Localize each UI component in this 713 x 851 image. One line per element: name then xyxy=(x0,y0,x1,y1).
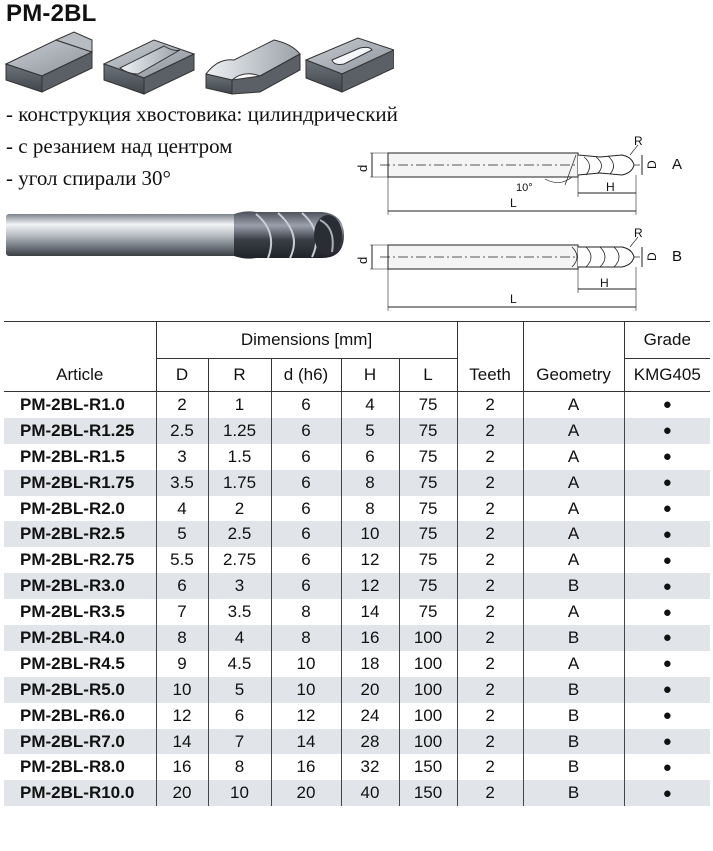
header-geometry: Geometry xyxy=(523,322,624,392)
feature-item: - угол спирали 30° xyxy=(6,166,171,190)
L-cell: 150 xyxy=(399,780,457,806)
geometry-cell: B xyxy=(523,729,624,755)
article-cell: PM-2BL-R10.0 xyxy=(4,780,156,806)
d-cell: 20 xyxy=(271,780,341,806)
grade-cell: ● xyxy=(624,703,710,729)
L-cell: 75 xyxy=(399,521,457,547)
article-cell: PM-2BL-R3.5 xyxy=(20,602,125,622)
H-cell: 4 xyxy=(341,392,399,418)
article-cell: PM-2BL-R1.75 xyxy=(4,470,156,496)
header-L: L xyxy=(399,359,457,392)
R-cell: 2 xyxy=(208,496,271,522)
H-cell: 16 xyxy=(341,625,399,651)
R-cell: 3.5 xyxy=(208,599,271,625)
header-grade: Grade xyxy=(624,322,710,359)
article-cell: PM-2BL-R7.0 xyxy=(4,729,156,755)
header-dimensions: Dimensions [mm] xyxy=(156,322,457,359)
D-cell: 9 xyxy=(156,651,208,677)
teeth-cell: 2 xyxy=(457,573,523,599)
d-cell: 14 xyxy=(271,729,341,755)
R-cell: 3 xyxy=(208,573,271,599)
dim-L-label-b: L xyxy=(510,292,517,306)
grade-cell: ● xyxy=(624,470,710,496)
R-cell: 1 xyxy=(208,392,271,418)
teeth-cell: 2 xyxy=(457,651,523,677)
table-row xyxy=(4,547,710,573)
H-cell: 12 xyxy=(341,547,399,573)
D-cell: 2.5 xyxy=(156,418,208,444)
header-teeth: Teeth xyxy=(457,322,523,392)
L-cell: 75 xyxy=(399,444,457,470)
article-cell: PM-2BL-R4.0 xyxy=(4,625,156,651)
slot-milling-icon xyxy=(104,40,194,94)
R-cell: 2.5 xyxy=(208,521,271,547)
teeth-cell: 2 xyxy=(457,599,523,625)
dim-d-label-b: d xyxy=(355,256,370,264)
article-cell: PM-2BL-R2.75 xyxy=(20,550,135,570)
L-cell: 75 xyxy=(399,392,457,418)
L-cell: 150 xyxy=(399,754,457,780)
R-cell: 4 xyxy=(208,625,271,651)
D-cell: 10 xyxy=(156,677,208,703)
header-grade-name: KMG405 xyxy=(624,359,710,392)
H-cell: 14 xyxy=(341,599,399,625)
D-cell: 5 xyxy=(156,521,208,547)
L-cell: 75 xyxy=(399,573,457,599)
D-cell: 16 xyxy=(156,754,208,780)
d-cell: 16 xyxy=(271,754,341,780)
dim-d-label-a: d xyxy=(355,164,370,172)
R-cell: 7 xyxy=(208,729,271,755)
geometry-cell: B xyxy=(523,703,624,729)
grade-cell: ● xyxy=(624,496,710,522)
article-cell: PM-2BL-R4.5 xyxy=(20,653,125,673)
grade-cell: ● xyxy=(624,754,710,780)
L-cell: 100 xyxy=(399,677,457,703)
L-cell: 100 xyxy=(399,651,457,677)
H-cell: 40 xyxy=(341,780,399,806)
article-cell: PM-2BL-R1.0 xyxy=(20,394,125,414)
R-cell: 2.75 xyxy=(208,547,271,573)
table-row xyxy=(4,703,710,729)
grade-cell: ● xyxy=(624,599,710,625)
H-cell: 20 xyxy=(341,677,399,703)
article-cell: PM-2BL-R2.5 xyxy=(4,521,156,547)
d-cell: 8 xyxy=(271,599,341,625)
header-D: D xyxy=(156,359,208,392)
pocket-milling-icon xyxy=(306,38,394,92)
d-cell: 6 xyxy=(271,418,341,444)
article-cell: PM-2BL-R2.0 xyxy=(20,498,125,518)
header-H: H xyxy=(341,359,399,392)
R-cell: 4.5 xyxy=(208,651,271,677)
teeth-cell: 2 xyxy=(457,703,523,729)
table-row xyxy=(4,780,710,806)
helix-angle-label: 10° xyxy=(516,182,533,194)
d-cell: 6 xyxy=(271,444,341,470)
D-cell: 7 xyxy=(156,599,208,625)
L-cell: 100 xyxy=(399,703,457,729)
D-cell: 4 xyxy=(156,496,208,522)
d-cell: 6 xyxy=(271,496,341,522)
profile-milling-icon xyxy=(206,40,300,94)
table-row xyxy=(4,496,710,522)
operation-icons xyxy=(4,30,394,100)
d-cell: 6 xyxy=(271,547,341,573)
geometry-b-label: B xyxy=(672,248,683,265)
table-row xyxy=(4,573,710,599)
geometry-cell: A xyxy=(523,521,624,547)
article-cell: PM-2BL-R1.25 xyxy=(4,418,156,444)
grade-cell: ● xyxy=(624,677,710,703)
d-cell: 12 xyxy=(271,703,341,729)
tool-shank xyxy=(6,214,238,256)
geometry-cell: B xyxy=(523,573,624,599)
R-cell: 1.5 xyxy=(208,444,271,470)
D-cell: 12 xyxy=(156,703,208,729)
D-cell: 3 xyxy=(156,444,208,470)
grade-cell: ● xyxy=(624,651,710,677)
D-cell: 2 xyxy=(156,392,208,418)
teeth-cell: 2 xyxy=(457,418,523,444)
d-cell: 6 xyxy=(271,573,341,599)
grade-cell: ● xyxy=(624,547,710,573)
D-cell: 14 xyxy=(156,729,208,755)
dim-H-label-a: H xyxy=(606,180,615,194)
d-cell: 6 xyxy=(271,521,341,547)
L-cell: 75 xyxy=(399,599,457,625)
table-row xyxy=(4,444,710,470)
geometry-a-drawing xyxy=(370,145,642,215)
R-cell: 1.25 xyxy=(208,418,271,444)
header-d: d (h6) xyxy=(271,359,341,392)
L-cell: 75 xyxy=(399,470,457,496)
L-cell: 75 xyxy=(399,496,457,522)
grade-cell: ● xyxy=(624,392,710,418)
H-cell: 8 xyxy=(341,470,399,496)
header-R: R xyxy=(208,359,271,392)
geometry-cell: A xyxy=(523,547,624,573)
teeth-cell: 2 xyxy=(457,547,523,573)
H-cell: 24 xyxy=(341,703,399,729)
dimension-drawing xyxy=(350,135,710,320)
H-cell: 18 xyxy=(341,651,399,677)
R-cell: 6 xyxy=(208,703,271,729)
geometry-cell: A xyxy=(523,599,624,625)
geometry-cell: B xyxy=(523,677,624,703)
dim-H-label-b: H xyxy=(600,276,609,290)
L-cell: 100 xyxy=(399,729,457,755)
table-row xyxy=(4,754,710,780)
geometry-cell: A xyxy=(523,470,624,496)
table-row xyxy=(4,470,710,496)
dim-L-label-a: L xyxy=(510,196,517,210)
table-row xyxy=(4,599,710,625)
H-cell: 5 xyxy=(341,418,399,444)
d-cell: 8 xyxy=(271,625,341,651)
feature-item: - с резанием над центром xyxy=(6,134,233,158)
D-cell: 5.5 xyxy=(156,547,208,573)
R-cell: 8 xyxy=(208,754,271,780)
grade-cell: ● xyxy=(624,418,710,444)
dim-D-label-b: D xyxy=(645,252,659,261)
article-cell: PM-2BL-R5.0 xyxy=(4,677,156,703)
teeth-cell: 2 xyxy=(457,625,523,651)
R-cell: 5 xyxy=(208,677,271,703)
grade-cell: ● xyxy=(624,573,710,599)
teeth-cell: 2 xyxy=(457,496,523,522)
teeth-cell: 2 xyxy=(457,677,523,703)
table-row xyxy=(4,392,710,418)
grade-cell: ● xyxy=(624,729,710,755)
header-article: Article xyxy=(4,322,156,392)
table-row xyxy=(4,651,710,677)
grade-cell: ● xyxy=(624,625,710,651)
R-cell: 10 xyxy=(208,780,271,806)
product-title: PM-2BL xyxy=(6,0,97,27)
shoulder-milling-icon xyxy=(6,32,92,92)
teeth-cell: 2 xyxy=(457,444,523,470)
geometry-cell: B xyxy=(523,754,624,780)
dim-D-label-a: D xyxy=(645,160,659,169)
D-cell: 3.5 xyxy=(156,470,208,496)
geometry-cell: A xyxy=(523,418,624,444)
H-cell: 12 xyxy=(341,573,399,599)
geometry-a-label: A xyxy=(672,156,683,173)
L-cell: 75 xyxy=(399,418,457,444)
teeth-cell: 2 xyxy=(457,521,523,547)
d-cell: 10 xyxy=(271,677,341,703)
table-row xyxy=(4,625,710,651)
article-cell: PM-2BL-R1.5 xyxy=(20,446,125,466)
dim-R-label-a: R xyxy=(634,135,643,148)
table-row xyxy=(4,677,710,703)
teeth-cell: 2 xyxy=(457,729,523,755)
teeth-cell: 2 xyxy=(457,392,523,418)
D-cell: 8 xyxy=(156,625,208,651)
dimensions-table xyxy=(4,321,710,806)
table-row xyxy=(4,729,710,755)
end-mill-photo xyxy=(6,196,346,278)
grade-cell: ● xyxy=(624,444,710,470)
R-cell: 1.75 xyxy=(208,470,271,496)
d-cell: 6 xyxy=(271,470,341,496)
grade-cell: ● xyxy=(624,780,710,806)
D-cell: 20 xyxy=(156,780,208,806)
grade-cell: ● xyxy=(624,521,710,547)
teeth-cell: 2 xyxy=(457,780,523,806)
H-cell: 32 xyxy=(341,754,399,780)
article-cell: PM-2BL-R3.0 xyxy=(4,573,156,599)
dim-R-label-b: R xyxy=(634,226,643,240)
geometry-cell: A xyxy=(523,651,624,677)
table-row xyxy=(4,418,710,444)
D-cell: 6 xyxy=(156,573,208,599)
table-row xyxy=(4,521,710,547)
teeth-cell: 2 xyxy=(457,754,523,780)
geometry-cell: B xyxy=(523,780,624,806)
article-cell: PM-2BL-R6.0 xyxy=(20,705,125,725)
geometry-cell: A xyxy=(523,392,624,418)
geometry-cell: A xyxy=(523,444,624,470)
geometry-cell: A xyxy=(523,496,624,522)
H-cell: 8 xyxy=(341,496,399,522)
L-cell: 100 xyxy=(399,625,457,651)
d-cell: 10 xyxy=(271,651,341,677)
H-cell: 10 xyxy=(341,521,399,547)
feature-item: - конструкция хвостовика: цилиндрический xyxy=(6,102,398,126)
teeth-cell: 2 xyxy=(457,470,523,496)
d-cell: 6 xyxy=(271,392,341,418)
feature-list xyxy=(6,98,398,194)
L-cell: 75 xyxy=(399,547,457,573)
H-cell: 6 xyxy=(341,444,399,470)
geometry-b-drawing xyxy=(370,237,642,311)
article-cell: PM-2BL-R8.0 xyxy=(20,757,125,777)
geometry-cell: B xyxy=(523,625,624,651)
H-cell: 28 xyxy=(341,729,399,755)
